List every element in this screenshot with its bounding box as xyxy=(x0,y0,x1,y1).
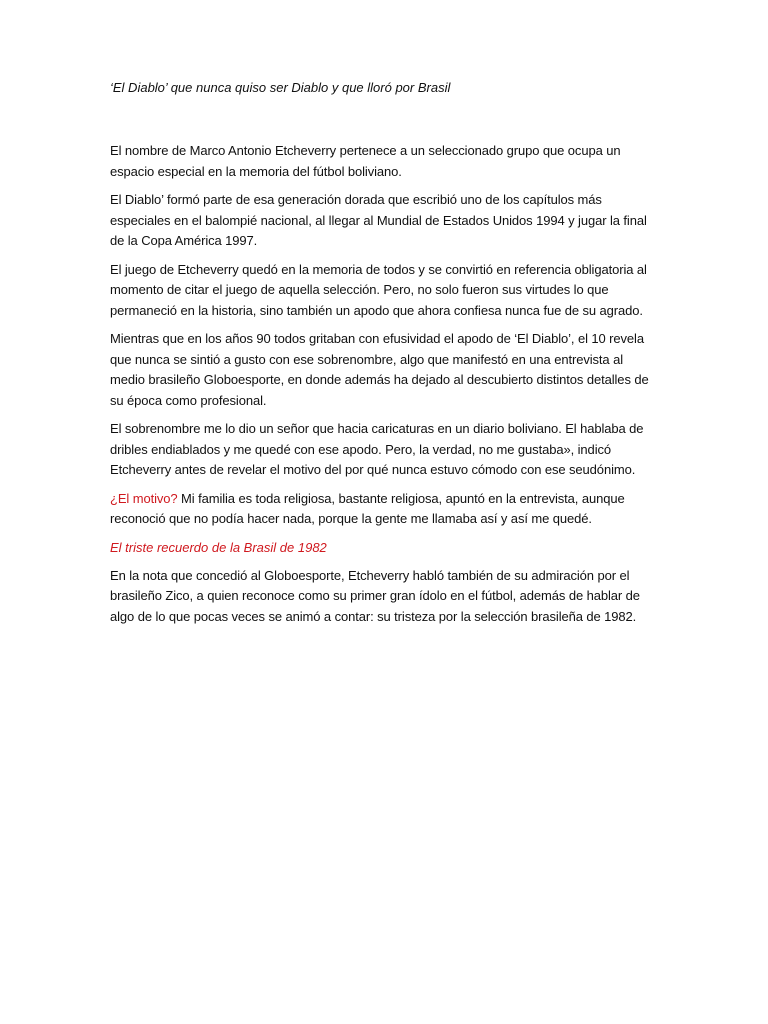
document-page xyxy=(110,78,660,635)
paragraph-5: El sobrenombre me lo dio un señor que hacia caricaturas en un diario boliviano. El hablaba de dribles endiablados y me quedé con ese apodo. Pero, la verdad, no me gustaba», indicó Etcheverry antes de revelar el motivo del por qué nunca estuvo cómodo con ese seudónimo. xyxy=(110,421,644,477)
paragraph-final: En la nota que concedió al Globoesporte, Etcheverry habló también de su admiración por el brasileño Zico, a quien reconoce como su primer gran ídolo en el fútbol, además de hablar de algo de lo que pocas veces se animó a contar: su tristeza por la selección brasileña de 1982. xyxy=(110,567,640,624)
paragraph-4: Mientras que en los años 90 todos gritaban con efusividad el apodo de ‘El Diablo’, el 10 revela que nunca se sintió a gusto con ese sobrenombre, algo que manifestó en una entrevista al medio brasileño Globoesporte, en donde además ha dejado al descubierto distintos detalles de su época como profesional. xyxy=(110,331,649,408)
paragraph-1: El nombre de Marco Antonio Etcheverry pertenece a un seleccionado grupo que ocupa un espacio especial en la memoria del fútbol boliviano. xyxy=(110,143,621,179)
motivo-text: Mi familia es toda religiosa, bastante religiosa, apuntó en la entrevista, aunque reconoció que no podía hacer nada, porque la gente me llamaba así y así me quedé. xyxy=(110,490,625,526)
article-title: ‘El Diablo’ que nunca quiso ser Diablo y que lloró por Brasil xyxy=(110,80,451,95)
motivo-lead: ¿El motivo? xyxy=(110,490,178,506)
paragraph-3: El juego de Etcheverry quedó en la memoria de todos y se convirtió en referencia obligatoria al momento de citar el juego de aquella selección. Pero, no solo fueron sus virtudes lo que permaneció en la historia, sino también un apodo que ahora confiesa nunca fue de su agrado. xyxy=(110,261,647,318)
paragraph-2: El Diablo’ formó parte de esa generación dorada que escribió uno de los capítulos más especiales en el balompié nacional, al llegar al Mundial de Estados Unidos 1994 y jugar la final de la Copa América 1997. xyxy=(110,192,647,248)
section-subheading: El triste recuerdo de la Brasil de 1982 xyxy=(110,539,327,555)
paragraph-motivo xyxy=(110,489,660,530)
